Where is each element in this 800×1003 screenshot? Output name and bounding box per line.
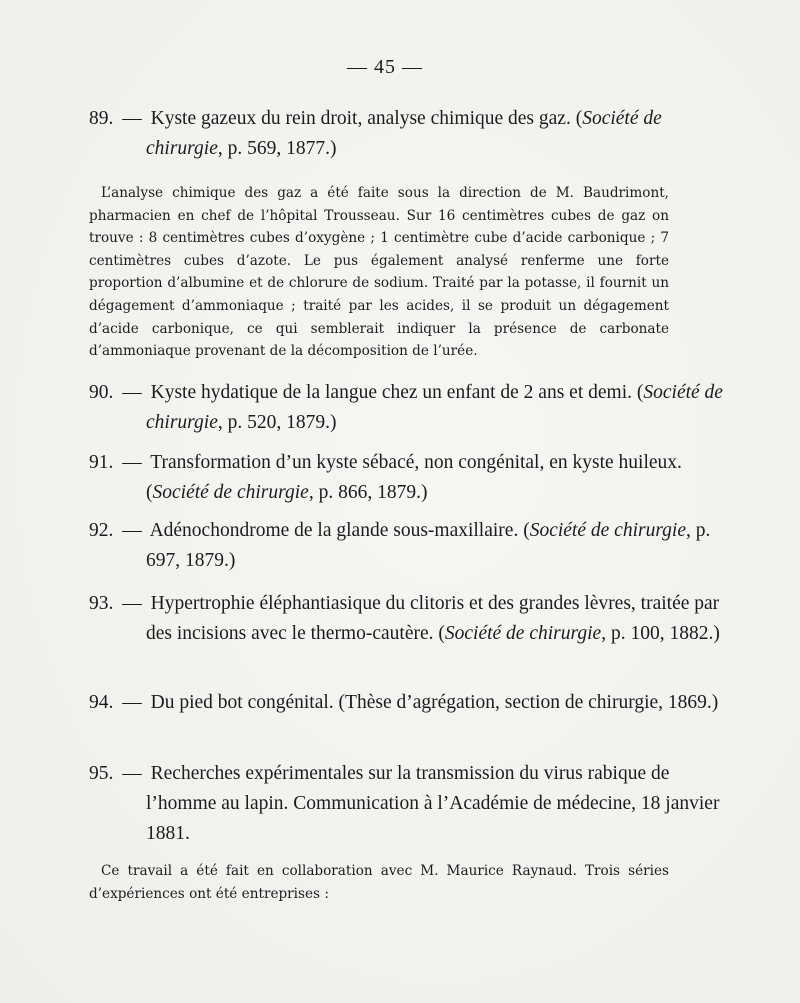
entry-dash: — (122, 763, 142, 784)
entry-number: 94. (89, 692, 114, 713)
entry-text: Kyste gazeux du rein droit, analyse chimique des gaz. ( (150, 108, 583, 129)
analysis-note (89, 182, 669, 363)
entry-dash: — (122, 593, 142, 614)
collaboration-note (89, 860, 669, 905)
entry-91 (89, 448, 726, 508)
entry-tail: , p. 520, 1879.) (217, 412, 337, 433)
entry-source: Société de chirurgie (146, 382, 723, 433)
page-number: — 45 — (347, 56, 423, 78)
entry-source: Société de chirurgie (444, 623, 602, 644)
collaboration-note-text: Ce travail a été fait en collaboration avec M. Maurice Raynaud. Trois séries d’expériences ont été entreprises : (89, 863, 669, 902)
entry-dash: — (122, 452, 142, 473)
entry-number: 95. (89, 763, 114, 784)
entry-89 (89, 104, 726, 164)
entry-text: Du pied bot congénital. (Thèse d’agrégation, section de chirurgie, 1869.) (150, 692, 719, 713)
entry-number: 91. (89, 452, 114, 473)
entry-text: Adénochondrome de la glande sous-maxillaire. ( (149, 520, 530, 541)
entry-source: Société de chirurgie (529, 520, 687, 541)
entry-92 (89, 516, 726, 576)
entry-dash: — (122, 520, 142, 541)
entry-tail: , p. 697, 1879.) (146, 520, 711, 571)
entry-number: 92. (89, 520, 114, 541)
entry-dash: — (122, 382, 142, 403)
entry-95 (89, 759, 726, 849)
analysis-note-text: L’analyse chimique des gaz a été faite sous la direction de M. Baudrimont, pharmacien en chef de l’hôpital Trousseau. Sur 16 centimètres cubes de gaz on trouve : 8 centimètres cubes d’oxygène ; 1 centimètre cube d’acide carbonique ; 7 centimètres cubes d’azote. Le pus également analysé renferme une forte proportion d’albumine et de chlorure de sodium. Traité par la potasse, il fournit un dégagement d’ammoniaque ; traité par les acides, il se produit un dégagement d’acide carbonique, ce qui semblerait indiquer la présence de carbonate d’ammoniaque provenant de la décomposition de l’urée. (89, 185, 669, 360)
entry-number: 89. (89, 108, 114, 129)
entry-number: 90. (89, 382, 114, 403)
entry-93 (89, 589, 726, 649)
entry-text: Recherches expérimentales sur la transmission du virus rabique de l’homme au lapin. Communication à l’Académie de médecine, 18 janvier 1881. (146, 763, 720, 844)
entry-dash: — (122, 692, 142, 713)
entry-90 (89, 378, 726, 438)
entry-94 (89, 688, 726, 718)
entry-dash: — (122, 108, 142, 129)
entry-text: Kyste hydatique de la langue chez un enfant de 2 ans et demi. ( (150, 382, 644, 403)
entry-source: Société de chirurgie (152, 482, 309, 503)
entry-source: Société de chirurgie (146, 108, 662, 159)
entry-number: 93. (89, 593, 114, 614)
entry-tail: , p. 100, 1882.) (601, 623, 720, 644)
entry-text: Transformation d’un kyste sébacé, non congénital, en kyste huileux. ( (146, 452, 682, 503)
entry-tail: , p. 569, 1877.) (217, 138, 337, 159)
entry-text: Hypertrophie éléphantiasique du clitoris et des grandes lèvres, traitée par des incisions avec le thermo-cautère. ( (146, 593, 720, 644)
entry-tail: , p. 866, 1879.) (308, 482, 428, 503)
